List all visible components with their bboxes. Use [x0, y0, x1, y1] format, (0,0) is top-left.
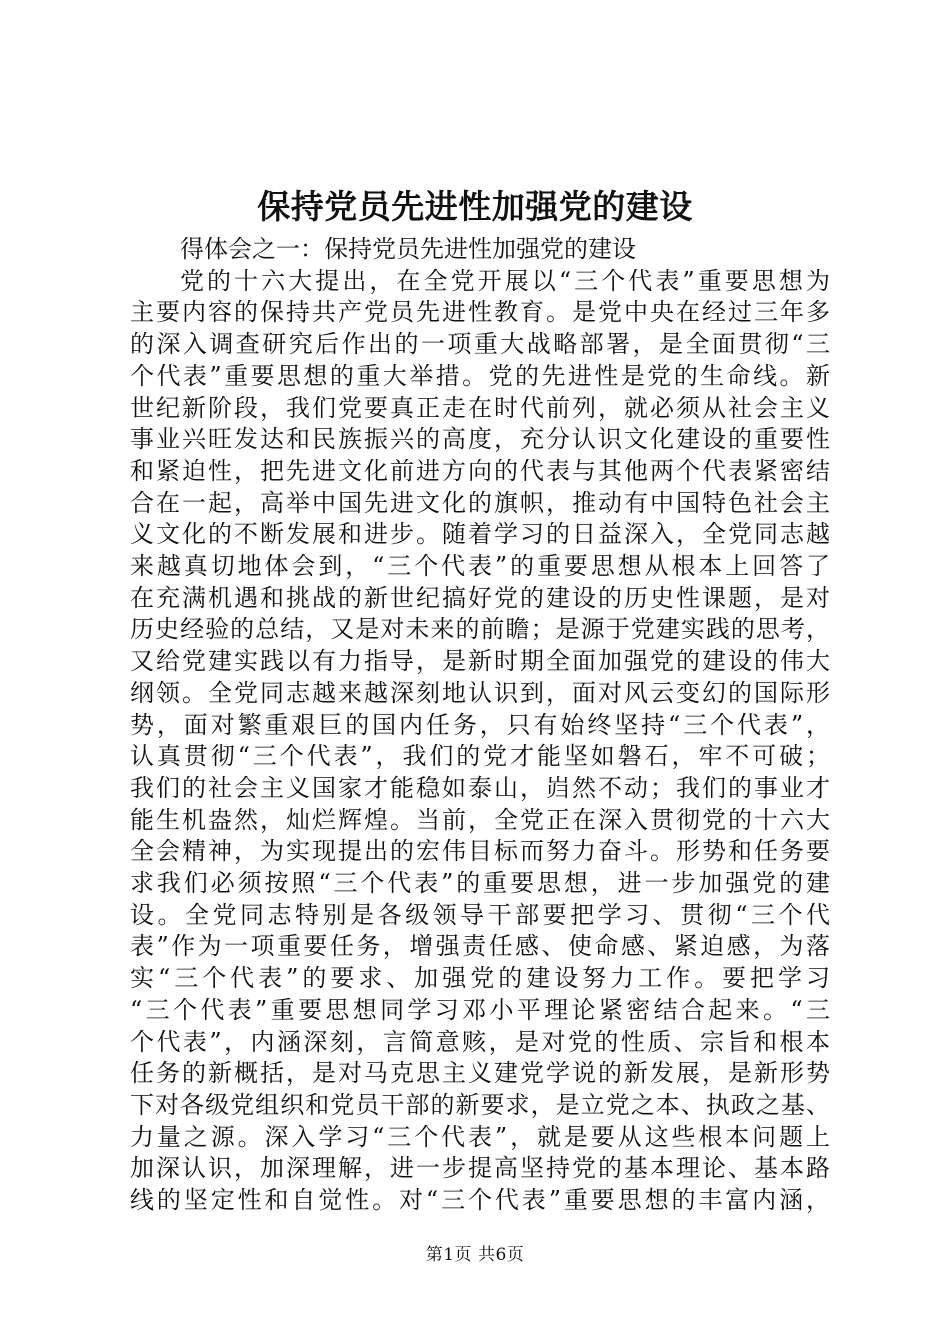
body-line: 认真贯彻“三个代表”，我们的党才能坚如磐石，牢不可破； [130, 742, 830, 771]
body-line: 在充满机遇和挑战的新世纪搞好党的建设的历史性课题，是对 [130, 583, 830, 612]
body-line: 力量之源。深入学习“三个代表”，就是要从这些根本问题上 [130, 1122, 830, 1151]
body-line: 又给党建实践以有力指导，是新时期全面加强党的建设的伟大 [130, 647, 830, 676]
body-line: 设。全党同志特别是各级领导干部要把学习、贯彻“三个代 [130, 900, 830, 929]
body-line: 的深入调查研究后作出的一项重大战略部署，是全面贯彻“三 [130, 330, 830, 359]
page-number-footer: 第1页 共6页 [425, 1245, 525, 1265]
body-line: 我们的社会主义国家才能稳如泰山，岿然不动；我们的事业才 [130, 773, 830, 802]
body-line: 任务的新概括，是对马克思主义建党学说的新发展，是新形势 [130, 1059, 830, 1088]
body-line: 表”作为一项重要任务，增强责任感、使命感、紧迫感，为落 [130, 932, 830, 961]
body-line: 历史经验的总结，又是对未来的前瞻；是源于党建实践的思考， [130, 615, 830, 644]
body-line: 党的十六大提出，在全党开展以“三个代表”重要思想为 [180, 266, 830, 295]
body-line: 和紧迫性，把先进文化前进方向的代表与其他两个代表紧密结 [130, 456, 830, 485]
body-line: 势，面对繁重艰巨的国内任务，只有始终坚持“三个代表”， [130, 710, 830, 739]
body-line: 合在一起，高举中国先进文化的旗帜，推动有中国特色社会主 [130, 488, 830, 517]
body-line: 义文化的不断发展和进步。随着学习的日益深入，全党同志越 [130, 520, 830, 549]
body-line: 事业兴旺发达和民族振兴的高度，充分认识文化建设的重要性 [130, 425, 830, 454]
body-line: 下对各级党组织和党员干部的新要求，是立党之本、执政之基、 [130, 1090, 830, 1119]
body-line: 线的坚定性和自觉性。对“三个代表”重要思想的丰富内涵， [130, 1186, 830, 1215]
subtitle-line: 得体会之一：保持党员先进性加强党的建设 [180, 235, 636, 263]
document-body [130, 234, 830, 1217]
body-line: 个代表”，内涵深刻，言简意赅，是对党的性质、宗旨和根本 [130, 1027, 830, 1056]
body-line: 个代表”重要思想的重大举措。党的先进性是党的生命线。新 [130, 361, 830, 390]
body-line: 纲领。全党同志越来越深刻地认识到，面对风云变幻的国际形 [130, 678, 830, 707]
body-line: “三个代表”重要思想同学习邓小平理论紧密结合起来。“三 [130, 995, 830, 1024]
body-line: 全会精神，为实现提出的宏伟目标而努力奋斗。形势和任务要 [130, 837, 830, 866]
document-title: 保持党员先进性加强党的建设 [257, 187, 693, 226]
body-line: 世纪新阶段，我们党要真正走在时代前列，就必须从社会主义 [130, 393, 830, 422]
body-line: 实“三个代表”的要求、加强党的建设努力工作。要把学习 [130, 964, 830, 993]
body-line: 能生机盎然，灿烂辉煌。当前，全党正在深入贯彻党的十六大 [130, 805, 830, 834]
body-line: 主要内容的保持共产党员先进性教育。是党中央在经过三年多 [130, 298, 830, 327]
body-line: 来越真切地体会到，“三个代表”的重要思想从根本上回答了 [130, 552, 830, 581]
body-line: 求我们必须按照“三个代表”的重要思想，进一步加强党的建 [130, 869, 830, 898]
body-line: 加深认识，加深理解，进一步提高坚持党的基本理论、基本路 [130, 1154, 830, 1183]
